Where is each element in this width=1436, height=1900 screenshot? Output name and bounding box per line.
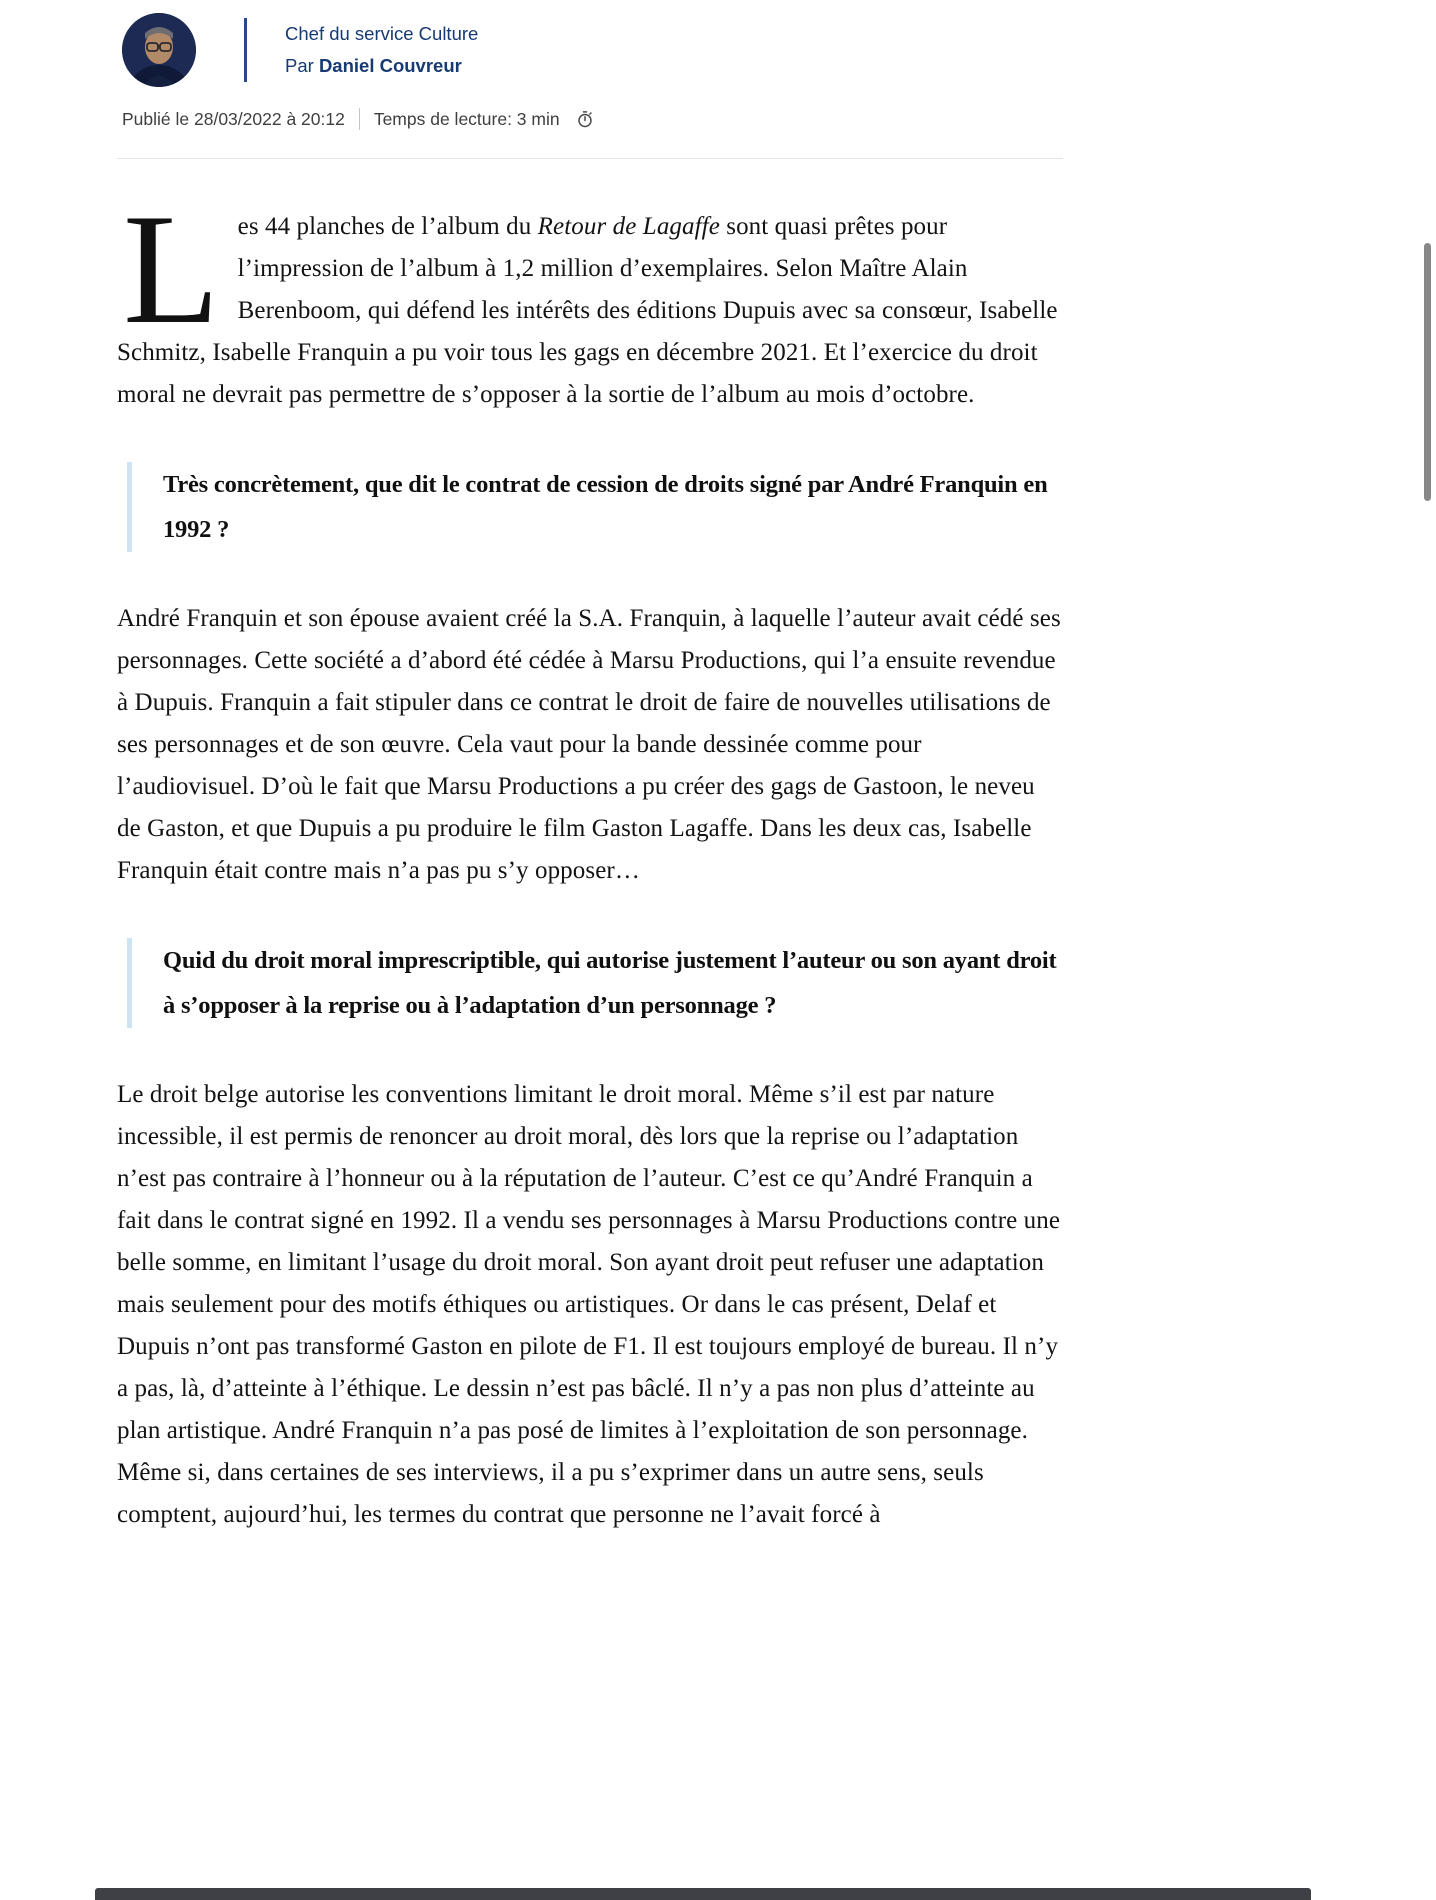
- article-byline-header: [117, 10, 1063, 130]
- meta-divider: [359, 108, 360, 130]
- interview-answer-2: Le droit belge autorise les conventions limitant le droit moral. Même s’il est par nature incessible, il est permis de renoncer au droit moral, dès lors que la reprise ou l’adaptation n’est pas contraire à l’honneur ou à la réputation de l’auteur. C’est ce qu’André Franquin a fait dans le contrat signé en 1992. Il a vendu ses personnages à Marsu Productions contre une belle somme, en limitant l’usage du droit moral. Son ayant droit peut refuser une adaptation mais seulement pour des motifs éthiques ou artistiques. Or dans le cas présent, Delaf et Dupuis n’ont pas transformé Gaston en pilote de F1. Il est toujours employé de bureau. Il n’y a pas, là, d’atteinte à l’éthique. Le dessin n’est pas bâclé. Il n’y a pas non plus d’atteinte au plan artistique. André Franquin n’a pas posé de limites à l’exploitation de son personnage. Même si, dans certaines de ses interviews, il a pu s’exprimer dans un autre sens, seuls comptent, aujourd’hui, les termes du contrat que personne ne l’avait forcé à: [117, 1081, 1061, 1528]
- author-line: [285, 55, 478, 77]
- article-meta-row: [122, 108, 1063, 130]
- article-body: [117, 182, 1063, 1536]
- scrollbar-thumb[interactable]: [1424, 243, 1431, 501]
- interview-answer-1: André Franquin et son épouse avaient créé la S.A. Franquin, à laquelle l’auteur avait cédé ses personnages. Cette société a d’abord été cédée à Marsu Productions, qui l’a ensuite revendue à Dupuis. Franquin a fait stipuler dans ce contrat le droit de faire de nouvelles utilisations de ses personnages et de son œuvre. Cela vaut pour la bande dessinée comme pour l’audiovisuel. D’où le fait que Marsu Productions a pu créer des gags de Gastoon, le neveu de Gaston, et que Dupuis a pu produire le film Gaston Lagaffe. Dans les deux cas, Isabelle Franquin était contre mais n’a pas pu s’y opposer…: [117, 605, 1061, 884]
- byline-text: [285, 23, 478, 76]
- published-date: Publié le 28/03/2022 à 20:12: [122, 108, 345, 129]
- author-avatar[interactable]: [122, 13, 196, 87]
- author-name-link[interactable]: Daniel Couvreur: [318, 54, 462, 76]
- header-divider: [117, 158, 1063, 159]
- drop-cap: L: [123, 182, 220, 357]
- lede-text-1: es 44 planches de l’album du: [237, 213, 538, 240]
- reading-time: Temps de lecture: 3 min: [373, 108, 560, 129]
- interview-question-1: Très concrètement, que dit le contrat de cession de droits signé par André Franquin en 1992 ?: [127, 462, 1063, 552]
- author-role: Chef du service Culture: [285, 23, 479, 45]
- author-portrait-icon: [122, 13, 196, 87]
- next-media-top-edge: [95, 1888, 1311, 1900]
- lede-paragraph: [117, 182, 1063, 416]
- par-prefix: Par: [285, 54, 319, 76]
- byline-vertical-divider: [244, 18, 247, 82]
- byline-row: [122, 10, 1063, 90]
- lede-title-italic: Retour de Lagaffe: [537, 213, 720, 240]
- interview-question-2: Quid du droit moral imprescriptible, qui autorise justement l’auteur ou son ayant droit à s’opposer à la reprise ou à l’adaptation d’un personnage ?: [127, 938, 1063, 1028]
- lede-text-2: sont quasi prêtes pour l’impression de l’album à 1,2 million d’exemplaires. Selon Maître Alain Berenboom, qui défend les intérêts des éditions Dupuis avec sa consœur, Isabelle Schmitz, Isabelle Franquin a pu voir tous les gags en décembre 2021. Et l’exercice du droit moral ne devrait pas permettre de s’opposer à la sortie de l’album au mois d’octobre.: [117, 213, 1058, 408]
- stopwatch-icon: [576, 110, 594, 128]
